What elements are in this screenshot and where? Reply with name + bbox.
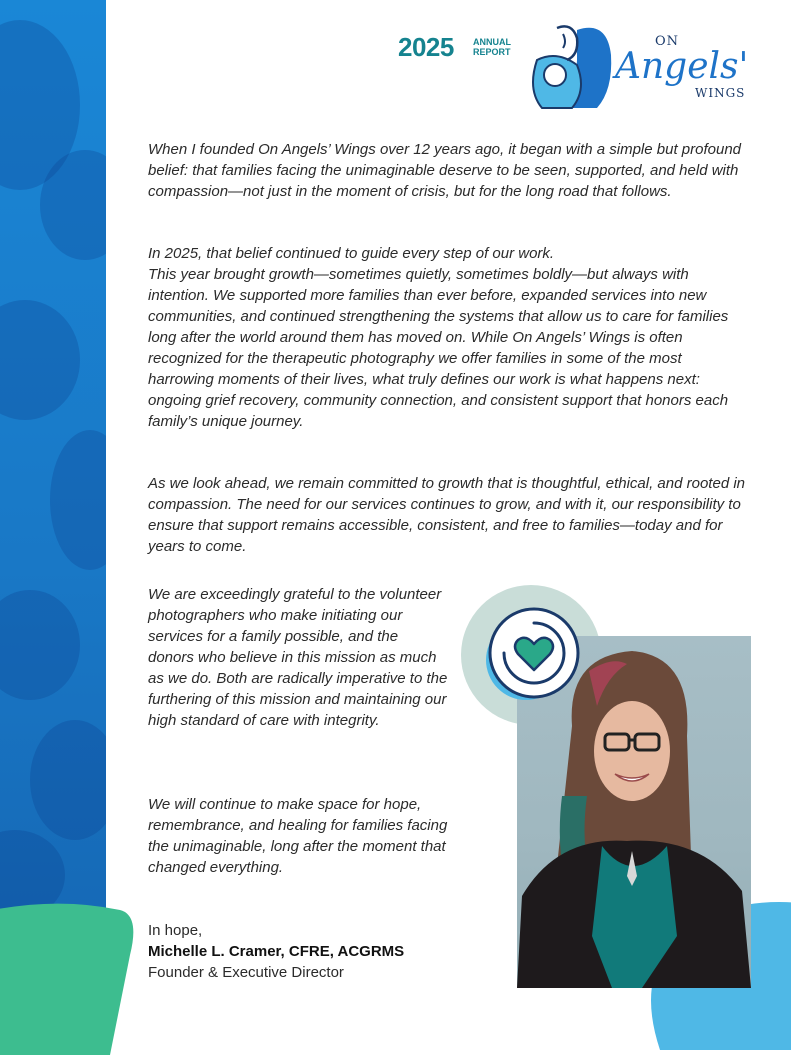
- letter-paragraph-2-body: This year brought growth—sometimes quietly, sometimes boldly—but always with intention. We supported more families than ever before, expanded services into new communities, and continued strengthening the systems that allow us to care for families long after the world around them has moved on. While On Angels’ Wings is often recognized for the therapeutic photography we offer families in some of the most harrowing moments of their lives, what truly defines our work is what happens next: ongoing grief recovery, community connection, and consistent support that honors each family’s unique journey.: [148, 266, 729, 430]
- on-angels-wings-wordmark: ON Angels' WINGS: [615, 34, 749, 100]
- signer-title: Founder & Executive Director: [148, 964, 344, 981]
- decorative-teal-shape: [0, 895, 135, 1055]
- decorative-sidebar: [0, 0, 106, 1024]
- letter-signoff: [148, 920, 404, 983]
- letter-paragraph-4: We are exceedingly grateful to the volunteer photographers who make initiating our services for a family possible, and the donors who believe in this mission as much as we do. Both are radically imperative to the furthering of this mission and maintaining our high standard of care with integrity.: [148, 586, 448, 729]
- closing-line: In hope,: [148, 922, 203, 939]
- letter-paragraph-2: [148, 243, 748, 432]
- angel-mother-baby-logo: [527, 20, 613, 112]
- signer-name: Michelle L. Cramer, CFRE, ACGRMS: [148, 943, 405, 960]
- letter-paragraph-2-lead: In 2025, that belief continued to guide every step of our work.: [148, 245, 555, 262]
- letter-paragraph-3: As we look ahead, we remain committed to growth that is thoughtful, ethical, and rooted in compassion. The need for our services continues to grow, and with it, our responsibility to ensure that support remains accessible, consistent, and free to families—today and for years to come.: [148, 475, 745, 555]
- letter-paragraph-1: When I founded On Angels’ Wings over 12 years ago, it began with a simple but profound belief: that families facing the unimaginable deserve to be seen, supported, and held with compassion—not just in the moment of crisis, but for the long road that follows.: [148, 141, 741, 200]
- annual-report-label: ANNUAL REPORT: [473, 37, 511, 57]
- letter-paragraph-5: We will continue to make space for hope, remembrance, and healing for families facing the unimaginable, long after the moment that changed everything.: [148, 796, 448, 876]
- report-header: [395, 20, 749, 115]
- heart-badge-icon: [476, 598, 586, 708]
- report-year: 2025: [398, 32, 454, 62]
